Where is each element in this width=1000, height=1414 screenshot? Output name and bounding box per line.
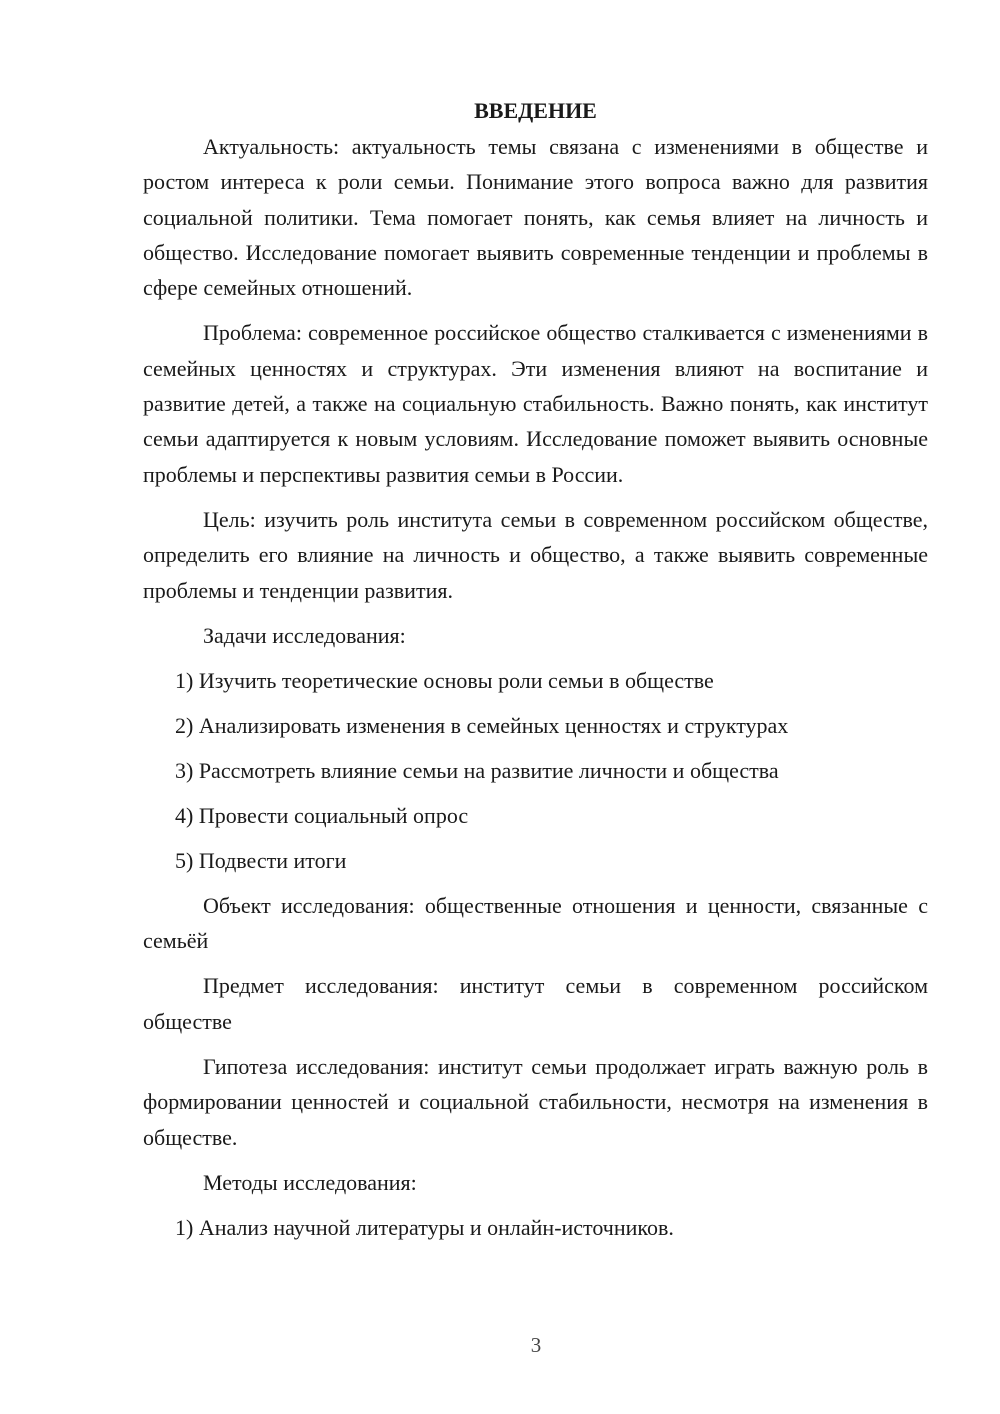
paragraph-object: Объект исследования: общественные отношения и ценности, связанные с семьёй <box>143 892 928 954</box>
section-heading: ВВЕДЕНИЕ <box>474 98 597 123</box>
page-number: 3 <box>530 1333 542 1357</box>
method-item: 1) Анализ научной литературы и онлайн-источников. <box>175 1214 674 1240</box>
task-item: 3) Рассмотреть влияние семьи на развитие личности и общества <box>175 757 779 783</box>
task-item: 1) Изучить теоретические основы роли семьи в обществе <box>175 667 714 693</box>
paragraph-subject: Предмет исследования: институт семьи в современном российском обществе <box>143 973 928 1034</box>
methods-label: Методы исследования: <box>203 1169 417 1195</box>
tasks-label: Задачи исследования: <box>203 622 406 648</box>
paragraph-goal: Цель: изучить роль института семьи в современном российском обществе, определить его влияние на личность и общество, а также выявить современные проблемы и тенденции развития. <box>143 506 928 603</box>
paragraph-relevance: Актуальность: актуальность темы связана с изменениями в обществе и ростом интереса к роли семьи. Понимание этого вопроса важно для развития социальной политики. Тема помогает понять, как семья влияет на личность и общество. Исследование помогает выявить современные тенденции и проблемы в сфере семейных отношений. <box>143 134 928 301</box>
task-item: 4) Провести социальный опрос <box>175 802 469 828</box>
paragraph-problem: Проблема: современное российское общество сталкивается с изменениями в семейных ценностях и структурах. Эти изменения влияют на воспитание и развитие детей, а также на социальную стабильность. Важно понять, как институт семьи адаптируется к новым условиям. Исследование поможет выявить основные проблемы и перспективы развития семьи в России. <box>143 320 928 487</box>
task-item: 5) Подвести итоги <box>175 847 347 873</box>
task-item: 2) Анализировать изменения в семейных ценностях и структурах <box>175 712 789 738</box>
paragraph-hypothesis: Гипотеза исследования: институт семьи продолжает играть важную роль в формировании ценностей и социальной стабильности, несмотря на изменения в обществе. <box>143 1054 928 1150</box>
document-page <box>143 93 928 1255</box>
